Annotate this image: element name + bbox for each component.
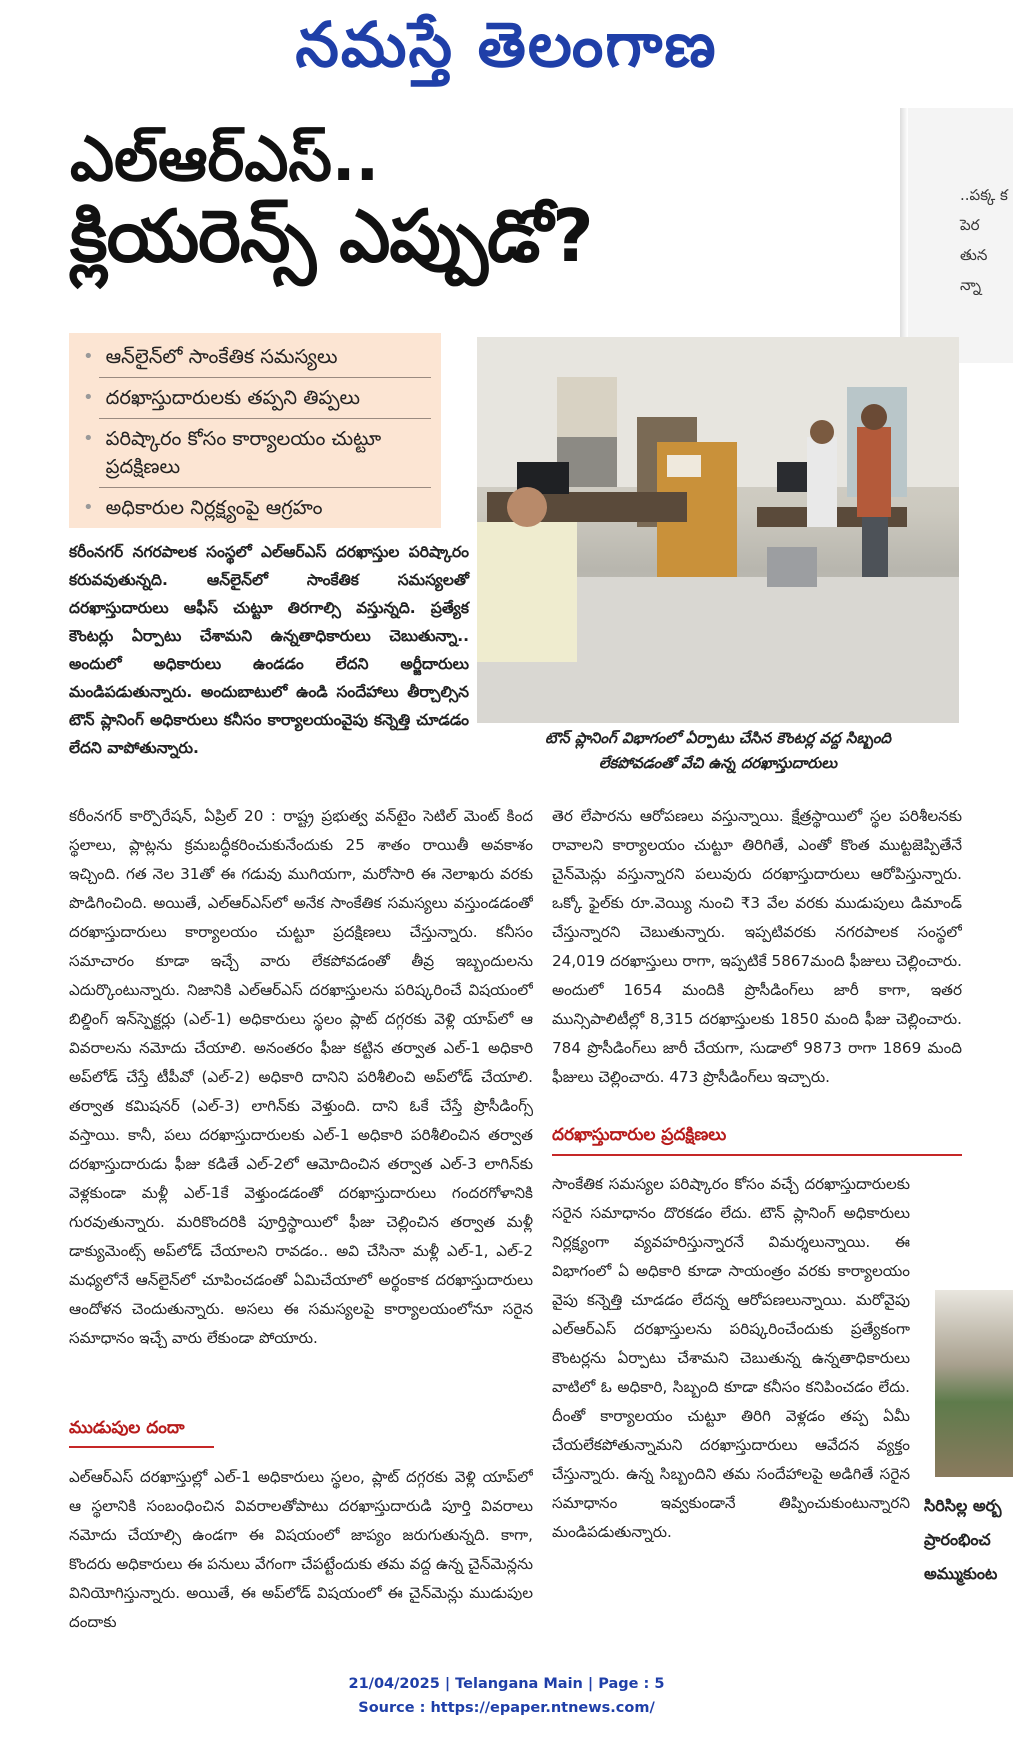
office-scene-illustration [477,337,959,723]
headline-line-2: క్లియరెన్స్‌ ఎప్పుడో? [70,194,593,278]
highlight-item: • పరిష్కారం కోసం కార్యాలయం చుట్టూ ప్రదక్షిణలు [83,427,382,478]
subhead-applicants-rounds: దరఖాస్తుదారుల ప్రదక్షిణలు [552,1125,727,1145]
snippet-line: ..పక్క క [960,186,1008,204]
body-column-1-para-2: ఎల్‌ఆర్‌ఎస్‌ దరఖాస్తుల్లో ఎల్‌-1 అధికారులు స్థలం, ప్లాట్‌ దగ్గరకు వెళ్లి యాప్‌లో ఆ స్థలానికి సంబంధించిన వివరాలతోపాటు దరఖాస్తుదారుడి పూర్తి వివరాలు నమోదు చేయాల్సి ఉండగా ఈ విషయంలో జాప్యం జరుగుతున్నది. కాగా, కొందరు అధికారులు ఈ పనులు వేగంగా చేపట్టేందుకు తమ వద్ద ఉన్న చైన్‌మెన్లను వినియోగిస్తున్నారు. అయితే, ఈ అప్‌లోడ్‌ విషయంలో ఈ చైన్‌మెన్లు ముడుపుల దందాకు [69,1468,533,1631]
photo-caption-line-2: లేకపోవడంతో వేచి ఉన్న దరఖాస్తుదారులు [598,754,838,772]
footer-date-edition: 21/04/2025 | Telangana Main | Page : 5 [348,1676,665,1692]
adjacent-caption-line: అమ్ముకుంట [924,1564,998,1583]
adjacent-article-photo [935,1290,1013,1477]
office-photo [477,337,959,723]
subhead-bribery: ముడుపుల దందా [69,1418,185,1438]
subhead-underline [69,1446,214,1448]
intro-paragraph: కరీంనగర్‌ నగరపాలక సంస్థలో ఎల్‌ఆర్‌ఎస్‌ దరఖాస్తుల పరిష్కారం కరువవుతున్నది. ఆన్‌లైన్‌లో సాంకేతిక సమస్యలతో దరఖాస్తుదారులు ఆఫీస్‌ చుట్టూ తిరగాల్సి వస్తున్నది. ప్రత్యేక కౌంటర్లు ఏర్పాటు చేశామని ఉన్నతాధికారులు చెబుతున్నా.. అందులో అధికారులు ఉండడం లేదని అర్జీదారులు మండిపడుతున్నారు. అందుబాటులో ఉండి సందేహాలు తీర్చాల్సిన టౌన్‌ ప్లానింగ్‌ అధికారులు కనీసం కార్యాలయంవైపు కన్నెత్తి చూడడం లేదని వాపోతున్నారు. [69,543,469,757]
snippet-line: న్నా [960,276,982,294]
snippet-line: తున [960,246,988,264]
body-column-2-para-1: తెర లేపారను ఆరోపణలు వస్తున్నాయి. క్షేత్రస్థాయిలో స్థల పరిశీలనకు రావాలని కార్యాలయం చుట్టూ తిరిగితే, ఎంతో కొంత ముట్టజెప్పితేనే చైన్‌మెన్లు వస్తున్నారని పలువురు దరఖాస్తుదారులు ఆరోపిస్తున్నారు. ఒక్కో ఫైల్‌కు రూ.వెయ్యి నుంచి ₹3 వేల వరకు ముడుపులు డిమాండ్‌ చేస్తున్నారని చెబుతున్నారు. ఇప్పటివరకు నగరపాలక సంస్థలో 24,019 దరఖాస్తులు రాగా, ఇప్పటికే 5867మంది ఫీజులు చెల్లించారు. అందులో 1654 మందికి ప్రొసీడింగ్‌లు జారీ కాగా, ఇతర మున్సిపాలిటీల్లో 8,315 దరఖాస్తులకు 1850 మంది ఫీజు చెల్లించారు. 784 ప్రొసీడింగ్‌లు జారీ చేయగా, సుడాలో 9873 రాగా 1869 మంది ఫీజులు చెల్లించారు. 473 ప్రొసీడింగ్‌లు ఇచ్చారు. [552,807,962,1086]
torn-edge [900,108,908,363]
headline-line-1: ఎల్‌ఆర్‌ఎస్‌.. [70,122,379,195]
photo-caption-line-1: టౌన్‌ ప్లానింగ్‌ విభాగంలో ఏర్పాటు చేసిన కౌంటర్ల వద్ద సిబ్బంది [544,729,892,747]
adjacent-caption-line: సిరిసిల్ల అర్బ [924,1496,1002,1515]
masthead-logo: నమస్తే తెలంగాణ [295,8,718,81]
highlight-item: • ఆన్‌లైన్‌లో సాంకేతిక సమస్యలు [83,345,338,368]
highlight-item: • అధికారుల నిర్లక్ష్యంపై ఆగ్రహం [83,496,323,519]
footer-source-link[interactable]: Source : https://epaper.ntnews.com/ [358,1700,655,1716]
adjacent-article-snippet [960,180,1013,300]
body-column-1-para-1: కరీంనగర్‌ కార్పొరేషన్‌, ఏప్రిల్‌ 20 : రాష్ట్ర ప్రభుత్వ వన్‌టైం సెటిల్‌ మెంట్‌ కింద స్థలాలు, ప్లాట్లను క్రమబద్ధీకరించుకునేందుకు 25 శాతం రాయితీ అవకాశం ఇచ్చింది. గత నెల 31తో ఈ గడువు ముగియగా, మరోసారి ఈ నెలాఖరు వరకు పొడిగించింది. అయితే, ఎల్‌ఆర్‌ఎస్‌లో అనేక సాంకేతిక సమస్యలు వస్తుండడంతో దరఖాస్తుదారులు కార్యాలయం చుట్టూ ప్రదక్షిణలు చేస్తున్నారు. కనీసం సమాచారం కూడా ఇచ్చే వారు లేకపోవడంతో తీవ్ర ఇబ్బందులను ఎదుర్కొంటున్నారు. నిజానికి ఎల్‌ఆర్‌ఎస్‌ దరఖాస్తులను పరిష్కరించే విషయంలో బిల్డింగ్‌ ఇన్‌స్పెక్టర్లు (ఎల్‌-1) అధికారులు స్థలం ప్లాట్‌ దగ్గరకు వెళ్లి యాప్‌లో ఆ వివరాలను నమోదు చేయాలి. అనంతరం ఫీజు కట్టిన తర్వాత ఎల్‌-1 అధికారి అప్‌లోడ్‌ చేస్తే టీపీవో (ఎల్‌-2) అధికారి దానిని పరిశీలించి అప్‌లోడ్‌ చేయాలి. తర్వాత కమిషనర్‌ (ఎల్‌-3) లాగిన్‌కు వెళ్తుంది. దాని ఓకే చేస్తే ప్రొసీడింగ్స్‌ వస్తాయి. కానీ, పలు దరఖాస్తుదారులకు ఎల్‌-1 అధికారి పరిశీలించిన తర్వాత దరఖాస్తుదారుడు ఫీజు కడితే ఎల్‌-2లో ఆమోదించిన తర్వాత ఎల్‌-3 లాగిన్‌కు వెళ్లకుండా మళ్లీ ఎల్‌-1కే వెళ్తుండడంతో దరఖాస్తుదారులు గందరగోళానికి గురవుతున్నారు. మరికొందరికి పూర్తిస్థాయిలో ఫీజు చెల్లించిన తర్వాత మళ్లీ డాక్యుమెంట్స్‌ అప్‌లోడ్‌ చేయాలని రావడం.. అవి చేసినా మళ్లీ ఎల్‌-1, ఎల్‌-2 మధ్యలోనే ఆన్‌లైన్‌లో చూపించడంతో ఏమిచేయాలో అర్థంకాక దరఖాస్తుదారులు ఆందోళన చెందుతున్నారు. అసలు ఈ సమస్యలపై కార్యాలయంలోనూ సరైన సమాధానం ఇచ్చే వారు లేకుండా పోయారు. [69,807,533,1347]
subhead-underline [552,1154,962,1156]
adjacent-caption-line: ప్రారంభించ [924,1530,991,1549]
body-column-2-para-2: సాంకేతిక సమస్యల పరిష్కారం కోసం వచ్చే దరఖాస్తుదారులకు సరైన సమాధానం దొరకడం లేదు. టౌన్‌ ప్లానింగ్‌ అధికారులు నిర్లక్ష్యంగా వ్యవహరిస్తున్నారనే విమర్శలున్నాయి. ఈ విభాగంలో ఏ అధికారి కూడా సాయంత్రం వరకు కార్యాలయం వైపు కన్నెత్తి చూడడం లేదన్న ఆరోపణలున్నాయి. మరోవైపు ఎల్‌ఆర్‌ఎస్‌ దరఖాస్తులను పరిష్కరించేందుకు ప్రత్యేకంగా కౌంటర్లను ఏర్పాటు చేశామని చెబుతున్న ఉన్నతాధికారులు వాటిలో ఓ అధికారి, సిబ్బంది కూడా కనీసం కనిపించడం లేదు. దీంతో కార్యాలయం చుట్టూ తిరిగి వెళ్లడం తప్ప ఏమీ చేయలేకపోతున్నామని దరఖాస్తుదారులు ఆవేదన వ్యక్తం చేస్తున్నారు. ఉన్న సిబ్బందిని తమ సందేహాలపై అడిగితే సరైన సమాధానం ఇవ్వకుండానే తిప్పించుకుంటున్నారని మండిపడుతున్నారు. [552,1175,910,1541]
highlight-item: • దరఖాస్తుదారులకు తప్పని తిప్పలు [83,386,361,409]
snippet-line: పెర [960,216,980,234]
highlights-box [69,333,441,528]
